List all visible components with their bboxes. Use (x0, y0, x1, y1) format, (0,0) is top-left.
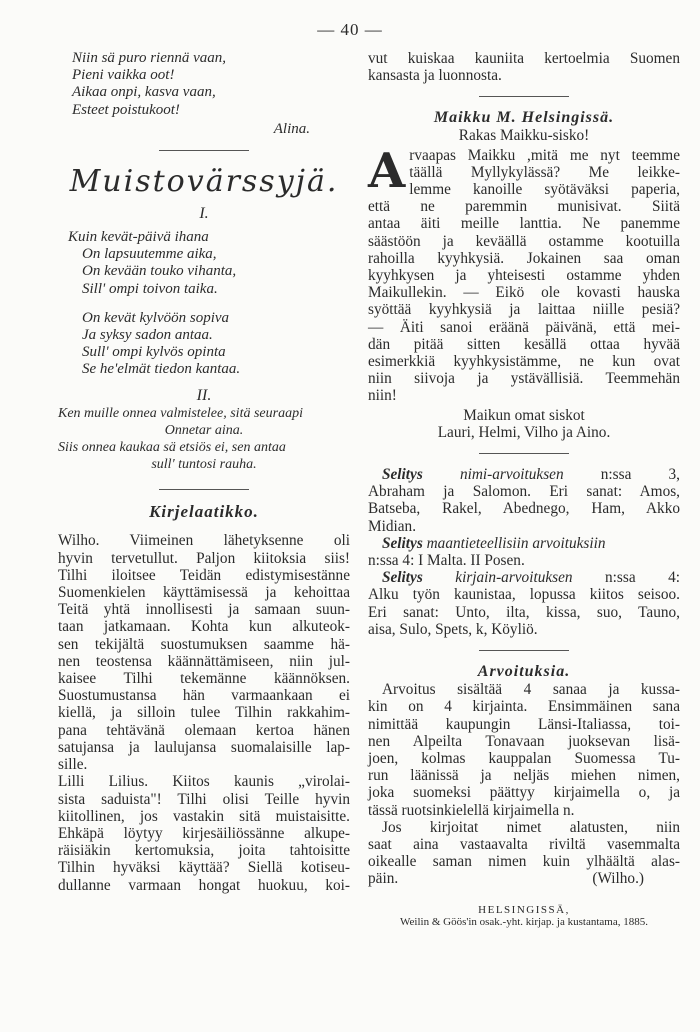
answer-line: Midian. (368, 517, 417, 535)
text-line: Arvoitus sisältää 4 sanaa ja kussa- (382, 681, 680, 699)
text-line: taan jatkamaan. Kohta kun alkuteok- (58, 618, 350, 636)
poem-line: Kuin kevät-päivä ihana (68, 229, 209, 246)
letter-body (368, 142, 680, 405)
answer-line: Abraham ja Salomon. Eri sanat: Amos, (368, 483, 680, 501)
text-line: nimittää kaupungin Länsi-Italiassa, toi- (368, 715, 680, 733)
text-line: satujansa ja laulujansa suomalaisille lap- (58, 738, 350, 756)
footer-city: HELSINGISSÄ, (478, 903, 570, 916)
text-line: Wilho. Viimeinen lähetyksenne oli (58, 532, 350, 550)
text-line: vut kuiskaa kauniita kertoelmia Suomen (368, 50, 680, 67)
answer-line: Batseba, Rakel, Abednego, Ham, Akko (368, 500, 680, 518)
part-number: I. (199, 205, 209, 223)
left-column (58, 50, 350, 894)
poem-line: Sull' ompi kylvös opinta (82, 344, 226, 361)
footer-printer: Weilin & Göös'in osak.-yht. kirjap. ja kustantama, 1885. (400, 915, 648, 928)
drop-cap: A (368, 142, 406, 199)
text-line: sen tekijältä suostumuksen saamme hä- (58, 635, 350, 653)
text-line: joka suomeksi päättyy kirjaimella o, ja (368, 784, 680, 802)
section-title: Muistovärssyjä. (69, 164, 339, 200)
letter-closing: Lauri, Helmi, Vilho ja Aino. (437, 423, 611, 441)
text-line: esimerkkiä kyyhkysistämme, ne kun ovat (368, 353, 680, 371)
poem-line: Aikaa onpi, kasva vaan, (72, 84, 216, 101)
stanza (68, 310, 350, 379)
letterbox-text (58, 532, 350, 893)
text-line: hyvin tervetullut. Paljon kiitoksia siis! (58, 549, 350, 567)
text-line: räisiäkin kertomuksia, joita tahtoisitte (58, 842, 350, 860)
text-line: täällä Myllykylässä? Me leikke- (409, 163, 680, 181)
poem-signature: Alina. (273, 120, 310, 137)
answer-line: Selitys kirjain-arvoituksen n:ssa 4: (382, 569, 681, 587)
text-line: Ehkäpä löytyy kirjesäiliössänne alkupe- (58, 824, 350, 842)
poem-alina (58, 50, 350, 119)
text-line: sille. (58, 756, 88, 774)
divider (479, 650, 569, 651)
text-line: säästöön ja keväällä ostamme kootuilla (368, 232, 680, 250)
poem-line: Siis onnea kaukaa sä etsiös ei, sen antaa (58, 440, 286, 456)
text-line: Tilhin hyväksi käyttää? Siellä kotiseu- (58, 859, 350, 877)
divider (159, 150, 249, 151)
text-line: — Äiti sanoi eräänä päivänä, että mei- (368, 318, 680, 336)
poem-line: Ja syksy sadon antaa. (82, 327, 213, 344)
answer-line: Selitys maantieteellisiin arvoituksiin (382, 534, 606, 552)
poem-line: Niin sä puro riennä vaan, (72, 50, 227, 66)
text-line: nen teostensa käännättämiseen, niin jul- (58, 652, 350, 670)
divider (479, 453, 569, 454)
text-line: niin! (368, 387, 397, 405)
poem-line: On lapsuutemme aika, (82, 246, 217, 263)
poem-line: Sill' ompi toivon taika. (82, 280, 218, 297)
text-line: rvaapas Maikku ,mitä me nyt teemme (409, 146, 680, 164)
text-line: Suomenkielen käyttämisessä ja kehoittaa (58, 584, 350, 602)
text-line: niin siivoja ja ystävällisiä. Teemmehän (368, 370, 680, 388)
answer-line: aisa, Sulo, Spets, k, Köyliö. (368, 620, 538, 638)
stanza (68, 229, 350, 298)
text-line: tässä ruotsinkielellä kirjaimella n. (368, 801, 575, 819)
text-line: Jos kirjoitat nimet alatusten, niin (382, 818, 680, 836)
letter-heading: Maikku M. Helsingissä. (433, 109, 615, 127)
text-line: run läänissä ja neljäs miehen nimen, (368, 767, 680, 785)
answer-line: Eri sanat: Unto, ilta, kissa, suo, Tauno, (368, 603, 680, 621)
answer-line: Alku työn kaunistaa, lopussa kiitos seisoo. (368, 586, 680, 604)
text-line: Suostumustansa hän varmaankaan ei (58, 687, 350, 705)
page-number: — 40 — (317, 20, 383, 39)
text-line: kin on 4 kirjainta. Ensimmäinen sana (368, 698, 680, 716)
answer-line: Selitys nimi-arvoituksen n:ssa 3, (382, 466, 681, 484)
poem-line: Pieni vaikka oot! (72, 67, 175, 84)
poem-line: Esteet poistukoot! (72, 101, 180, 118)
divider (479, 96, 569, 97)
text-line: dullanne varmaan hongat huokuu, koi- (58, 876, 350, 894)
text-line: oikealle saman nimen kuin ylhäältä alas- (368, 853, 680, 871)
poem-line: Ken muille onnea valmistelee, sitä seuraapi (58, 405, 303, 421)
text-line: rahoilla kyyhkysiä. Jokainen saa oman (368, 249, 680, 267)
riddle-text (368, 681, 680, 887)
poem-line: On kevään touko vihanta, (82, 263, 237, 280)
text-line: kiitollinen, jos vastakin sitä muistaisitte. (58, 807, 350, 825)
poem-line: On kevät kylvöön sopiva (82, 309, 230, 326)
text-line: kaisee Tilhi tekemänne käännöksen. (58, 670, 350, 688)
answer-line: n:ssa 4: I Malta. II Posen. (368, 552, 525, 570)
divider (159, 489, 249, 490)
letter-greeting: Rakas Maikku-sisko! (458, 127, 590, 145)
text-line: saat aina vastaavalta riviltä vasemmalta (368, 835, 680, 853)
text-line: sista saduista"! Tilhi olisi Teille hyvin (58, 790, 350, 808)
text-line: kansasta ja luonnosta. (368, 67, 502, 85)
text-line: dän pitää sitten kesällä ottaa hyvää (368, 335, 680, 353)
letter-closing: Maikun omat siskot (463, 406, 585, 424)
text-line: Maikullekin. — Eikö ole kovasti hauska (368, 284, 680, 302)
part-number: II. (196, 386, 212, 404)
poem-line: Onnetar aina. (164, 422, 244, 438)
text-line: päin. (Wilho.) (368, 870, 644, 888)
text-line: Teitä yhtä innollisesti ja samaan suun- (58, 601, 350, 619)
heading-kirjelaatikko: Kirjelaatikko. (149, 502, 259, 522)
text-line: että ne paremmin munisivat. Siitä (368, 198, 680, 216)
right-column (368, 50, 680, 928)
poem-line: sull' tuntosi rauha. (151, 457, 257, 473)
answers (368, 466, 680, 638)
text-line: kiellä, ja silloin tulee Tilhin rakkahim- (58, 704, 350, 722)
stanza (58, 405, 350, 474)
text-line: Lilli Lilius. Kiitos kaunis „virolai- (58, 773, 350, 791)
text-line: nen Alpeilta Tonavaan juoksevan lisä- (368, 732, 680, 750)
poem-line: Se he'elmät tiedon kantaa. (82, 361, 241, 378)
text-line: syöttää kyyhkysiä ja laittaa niille pesiä? (368, 301, 680, 319)
heading-arvoituksia: Arvoituksia. (477, 663, 571, 681)
text-line: lemme kanoille syötäväksi paperia, (409, 181, 680, 199)
text-line: antaa äiti meille lanttia. Ne panemme (368, 215, 680, 233)
text-line: Tilhi iloitsee Teidän edistymisestänne (58, 566, 350, 584)
text-line: pana tehtävänä olemaan kertoa hänen (58, 721, 350, 739)
text-line: joen, kolmas kauppalan Suomessa Tu- (368, 749, 680, 767)
text-line: kyyhkysen ja yhteisesti ostamme yhden (368, 267, 680, 285)
